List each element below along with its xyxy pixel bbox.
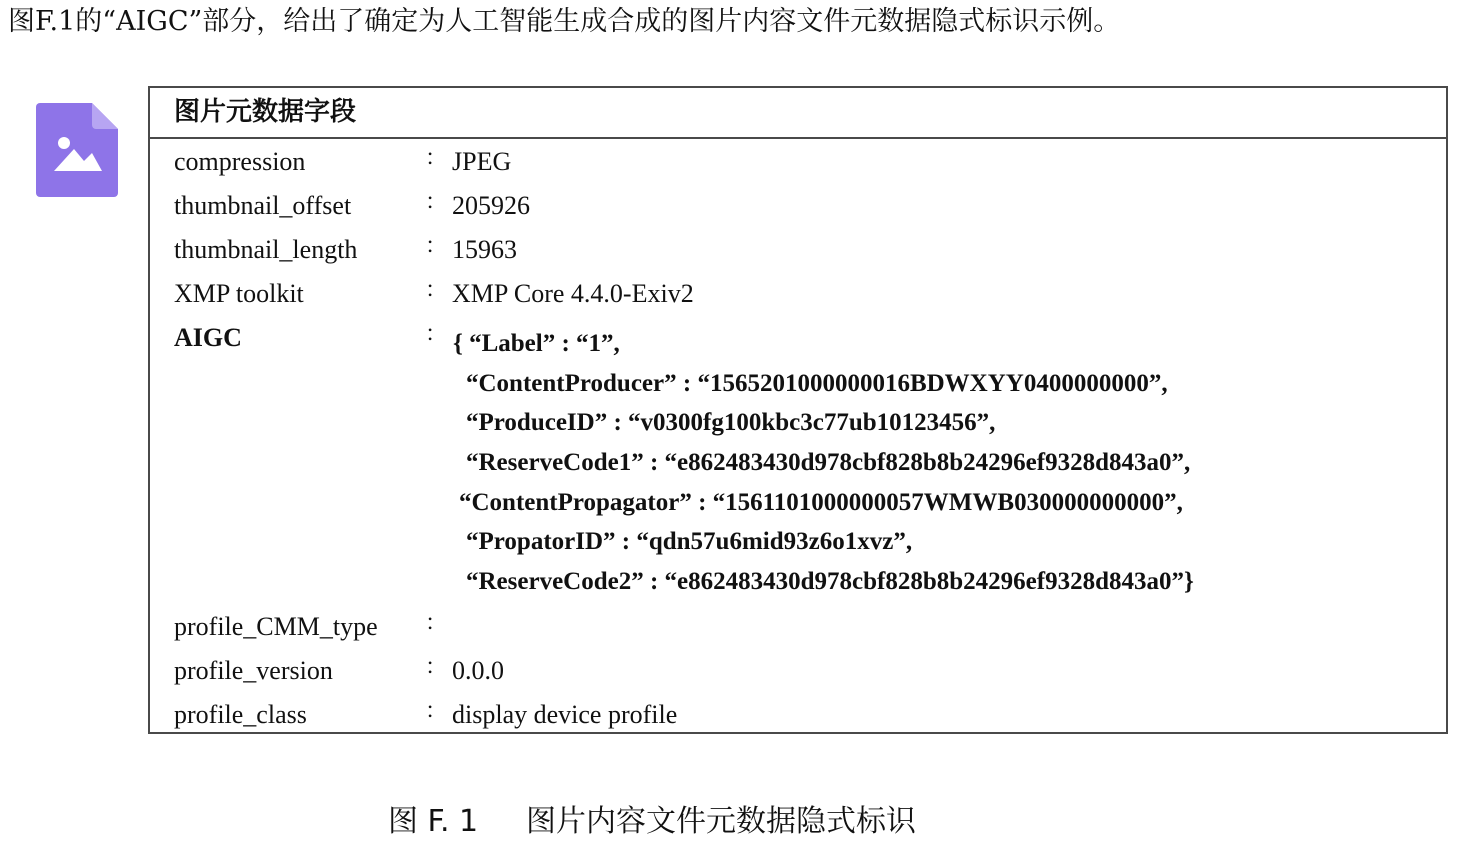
metadata-row-compression bbox=[150, 142, 1446, 182]
metadata-row-thumbnail-length bbox=[150, 230, 1446, 270]
figure-caption bbox=[388, 800, 916, 844]
figure-title: 图片内容文件元数据隐式标识 bbox=[526, 804, 916, 839]
aigc-line: “ProduceID” : “v0300fg100kbc3c77ub10123456”, bbox=[466, 409, 996, 436]
field-value: XMP Core 4.4.0-Exiv2 bbox=[452, 279, 694, 308]
image-file-icon bbox=[36, 103, 118, 197]
field-key: thumbnail_length bbox=[174, 235, 358, 264]
field-value: 15963 bbox=[452, 235, 517, 264]
aigc-line: “ContentPropagator” : “1561101000000057WMWB030000000000”, bbox=[459, 489, 1183, 516]
metadata-row-profile-version bbox=[150, 651, 1446, 691]
metadata-row-thumbnail-offset bbox=[150, 186, 1446, 226]
field-key: compression bbox=[174, 147, 306, 176]
metadata-row-profile-cmm-type bbox=[150, 607, 1446, 647]
field-colon: ： bbox=[425, 654, 448, 679]
aigc-line: “ReserveCode2” : “e862483430d978cbf828b8b24296ef9328d843a0”} bbox=[466, 568, 1194, 595]
field-key: profile_class bbox=[174, 700, 307, 729]
field-key: profile_version bbox=[174, 656, 333, 685]
aigc-line: { “Label” : “1”, bbox=[453, 330, 620, 357]
metadata-row-xmp-toolkit bbox=[150, 274, 1446, 314]
field-value: 0.0.0 bbox=[452, 656, 504, 685]
field-key: profile_CMM_type bbox=[174, 612, 378, 641]
field-key: AIGC bbox=[174, 323, 242, 352]
aigc-line: “ContentProducer” : “1565201000000016BDWXYY0400000000”, bbox=[466, 370, 1168, 397]
field-colon: ： bbox=[425, 233, 448, 258]
field-value: 205926 bbox=[452, 191, 530, 220]
field-colon: ： bbox=[425, 321, 448, 346]
field-key: XMP toolkit bbox=[174, 279, 304, 308]
intro-paragraph: 图F.1的“AIGC”部分，给出了确定为人工智能生成合成的图片内容文件元数据隐式标识示例。 bbox=[8, 6, 1121, 37]
aigc-line: “PropatorID” : “qdn57u6mid93z6o1xvz”, bbox=[466, 528, 913, 555]
field-colon: ： bbox=[425, 277, 448, 302]
field-value: JPEG bbox=[452, 147, 512, 176]
field-colon: ： bbox=[425, 698, 448, 723]
metadata-table bbox=[148, 86, 1448, 734]
metadata-row-aigc bbox=[150, 318, 1446, 358]
field-colon: ： bbox=[425, 610, 448, 635]
figure-number: 图 F. 1 bbox=[388, 804, 479, 839]
metadata-row-profile-class bbox=[150, 695, 1446, 735]
field-value: display device profile bbox=[452, 700, 678, 729]
field-colon: ： bbox=[425, 145, 448, 170]
metadata-header: 图片元数据字段 bbox=[150, 88, 1446, 139]
field-key: thumbnail_offset bbox=[174, 191, 352, 220]
field-colon: ： bbox=[425, 189, 448, 214]
aigc-line: “ReserveCode1” : “e862483430d978cbf828b8b24296ef9328d843a0”, bbox=[466, 449, 1191, 476]
